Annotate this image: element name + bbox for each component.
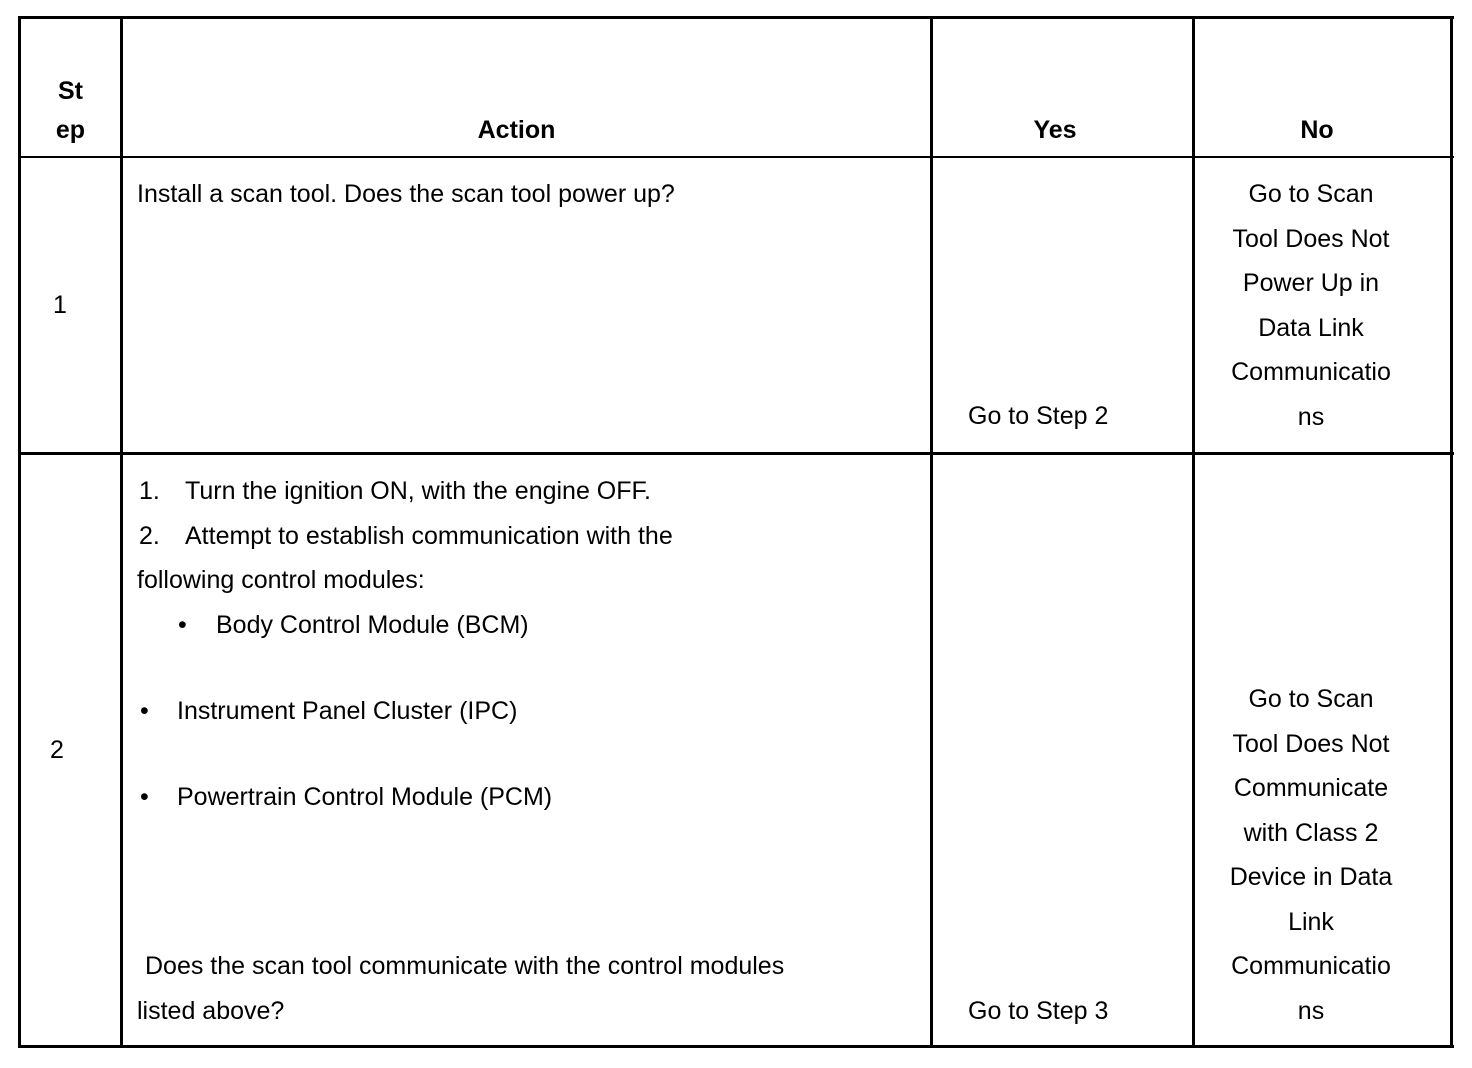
row-2-no-line: Link <box>1288 907 1334 936</box>
header-step-line-1: St <box>58 77 83 105</box>
table-border-top <box>18 16 1454 19</box>
row-1-no-line: Go to Scan <box>1248 180 1374 208</box>
action-step-2-number: 2. <box>139 522 160 550</box>
module-bullet: • <box>140 783 149 811</box>
row-1-no <box>1182 172 1440 439</box>
row-2-no-line: with Class 2 <box>1243 818 1379 847</box>
column-divider-action <box>930 16 933 1048</box>
column-divider-step <box>120 16 123 1048</box>
header-step <box>21 72 120 150</box>
row-1-no-line: Communicatio <box>1231 358 1391 386</box>
table-border-right <box>1450 16 1453 1048</box>
row-2-step: 2 <box>50 736 64 764</box>
row-divider <box>18 452 1454 455</box>
row-2-no-line: Tool Does Not <box>1232 729 1390 758</box>
action-step-2-text-line-1: Attempt to establish communication with the <box>185 522 673 550</box>
row-2-no-line: ns <box>1297 996 1325 1025</box>
table-border-left <box>18 16 21 1048</box>
action-question-line-1: Does the scan tool communicate with the control modules <box>145 952 785 980</box>
action-step-2-text-line-2: following control modules: <box>137 566 425 594</box>
row-1-no-line: Tool Does Not <box>1232 224 1390 253</box>
row-1-yes: Go to Step 2 <box>968 402 1109 430</box>
action-step-1-text: Turn the ignition ON, with the engine OFF. <box>185 477 651 505</box>
row-2-no-line: Communicatio <box>1231 952 1391 980</box>
row-1-no-line: Power Up in <box>1242 269 1380 297</box>
module-item-ipc: Instrument Panel Cluster (IPC) <box>177 697 518 725</box>
row-1-no-line: Data Link <box>1258 313 1364 342</box>
module-bullet: • <box>140 697 149 725</box>
module-bullet: • <box>178 611 187 639</box>
action-question-line-2: listed above? <box>137 997 285 1025</box>
row-1-action: Install a scan tool. Does the scan tool power up? <box>137 180 675 208</box>
row-1-no-line: ns <box>1297 402 1325 431</box>
module-item-bcm: Body Control Module (BCM) <box>216 611 529 639</box>
header-divider <box>18 156 1454 158</box>
diagnostic-table <box>18 16 1454 1048</box>
row-2-no-line: Communicate <box>1233 774 1389 802</box>
table-border-bottom <box>18 1045 1454 1048</box>
row-2-no-line: Device in Data <box>1229 863 1393 891</box>
row-2-no-line: Go to Scan <box>1248 685 1374 713</box>
header-step-line-2: ep <box>55 116 86 144</box>
row-2-yes: Go to Step 3 <box>968 997 1109 1025</box>
row-1-step: 1 <box>53 291 67 319</box>
action-step-1-number: 1. <box>139 477 160 505</box>
module-item-pcm: Powertrain Control Module (PCM) <box>177 783 553 811</box>
header-action: Action <box>477 116 556 144</box>
header-yes: Yes <box>1033 116 1077 144</box>
header-no: No <box>1300 116 1334 144</box>
row-2-no <box>1182 677 1440 1033</box>
